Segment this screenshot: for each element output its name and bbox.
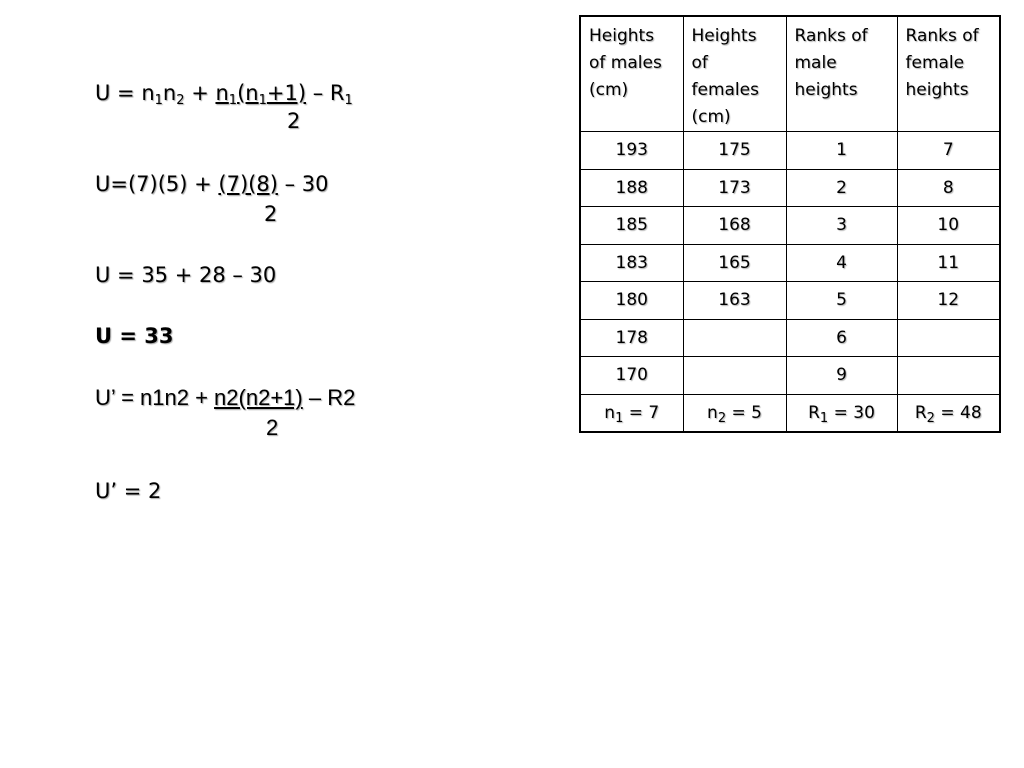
table-row xyxy=(580,169,1000,207)
cell: 173 xyxy=(683,169,786,207)
cell: 170 xyxy=(580,357,683,395)
footer-n1-label: n xyxy=(604,402,616,423)
u-formula-sub-n1: 1 xyxy=(154,93,163,108)
heights-table xyxy=(579,15,1001,433)
cell: 180 xyxy=(580,282,683,320)
table-header-row xyxy=(580,16,1000,132)
cell: 5 xyxy=(786,282,897,320)
u-formula-lhs: U = n xyxy=(95,81,155,105)
cell: 4 xyxy=(786,244,897,282)
cell: 178 xyxy=(580,319,683,357)
cell: 9 xyxy=(786,357,897,395)
uprime-formula-rest: – R2 xyxy=(302,385,356,410)
u-formula xyxy=(95,80,353,106)
footer-r2-label: R xyxy=(914,402,927,423)
footer-n2-sub: 2 xyxy=(717,410,727,426)
cell: 6 xyxy=(786,319,897,357)
u-formula-num-plus1: +1) xyxy=(266,81,307,105)
cell xyxy=(683,357,786,395)
table-row xyxy=(580,357,1000,395)
u-formula-numerator xyxy=(215,81,307,108)
cell: 163 xyxy=(683,282,786,320)
footer-n1 xyxy=(580,394,683,432)
footer-r2-value: = 48 xyxy=(934,402,982,423)
cell: 188 xyxy=(580,169,683,207)
header-female-heights: Heights of females (cm) xyxy=(683,16,786,132)
u-substitution-rest: – 30 xyxy=(277,172,329,196)
cell: 8 xyxy=(897,169,1000,207)
cell: 3 xyxy=(786,207,897,245)
cell: 175 xyxy=(683,132,786,170)
table-footer-row xyxy=(580,394,1000,432)
u-formula-num-n: n xyxy=(215,81,229,105)
footer-n2 xyxy=(683,394,786,432)
table-row xyxy=(580,319,1000,357)
table-row xyxy=(580,244,1000,282)
u-formula-denominator: 2 xyxy=(287,109,301,133)
u-formula-plus: + xyxy=(184,81,216,105)
u-substitution-numerator: (7)(8) xyxy=(218,172,278,196)
footer-r1-label: R xyxy=(808,402,820,423)
header-male-ranks: Ranks of male heights xyxy=(786,16,897,132)
footer-r1 xyxy=(786,394,897,432)
cell: 168 xyxy=(683,207,786,245)
u-formula-sub-n2: 2 xyxy=(176,93,185,108)
footer-r1-value: = 30 xyxy=(828,402,875,423)
uprime-formula-denominator: 2 xyxy=(266,415,279,440)
cell: 10 xyxy=(897,207,1000,245)
table-row xyxy=(580,282,1000,320)
uprime-formula-lhs: U’ = n1n2 + xyxy=(95,385,215,410)
uprime-result: U’ = 2 xyxy=(95,479,162,503)
u-substitution-denominator: 2 xyxy=(264,202,278,226)
table-row xyxy=(580,207,1000,245)
cell: 183 xyxy=(580,244,683,282)
u-formula-n: n xyxy=(162,81,177,105)
cell: 2 xyxy=(786,169,897,207)
cell: 185 xyxy=(580,207,683,245)
cell xyxy=(897,319,1000,357)
uprime-formula xyxy=(95,385,355,411)
u-result: U = 33 xyxy=(95,324,174,348)
u-formula-num-sub1: 1 xyxy=(228,93,238,108)
footer-r1-sub: 1 xyxy=(819,410,829,426)
table-row xyxy=(580,132,1000,170)
cell xyxy=(683,319,786,357)
footer-n2-label: n xyxy=(707,402,718,423)
cell: 7 xyxy=(897,132,1000,170)
u-formula-num-paren: (n xyxy=(237,81,259,105)
cell: 165 xyxy=(683,244,786,282)
u-formula-num-sub2: 1 xyxy=(258,93,267,108)
u-substitution-lhs: U=(7)(5) + xyxy=(95,172,219,196)
u-formula-r-sub: 1 xyxy=(344,93,353,108)
footer-r2 xyxy=(897,394,1000,432)
footer-n2-value: = 5 xyxy=(726,402,762,423)
header-female-ranks: Ranks of female heights xyxy=(897,16,1000,132)
u-simplify: U = 35 + 28 – 30 xyxy=(95,263,277,287)
cell: 193 xyxy=(580,132,683,170)
cell: 11 xyxy=(897,244,1000,282)
footer-n1-sub: 1 xyxy=(615,410,624,426)
cell: 12 xyxy=(897,282,1000,320)
footer-n1-value: = 7 xyxy=(623,402,660,423)
u-formula-minus-r: – R xyxy=(306,81,345,105)
cell: 1 xyxy=(786,132,897,170)
u-substitution xyxy=(95,171,328,197)
cell xyxy=(897,357,1000,395)
uprime-formula-numerator: n2(n2+1) xyxy=(214,385,303,410)
header-male-heights: Heights of males (cm) xyxy=(580,16,683,132)
footer-r2-sub: 2 xyxy=(926,410,935,426)
